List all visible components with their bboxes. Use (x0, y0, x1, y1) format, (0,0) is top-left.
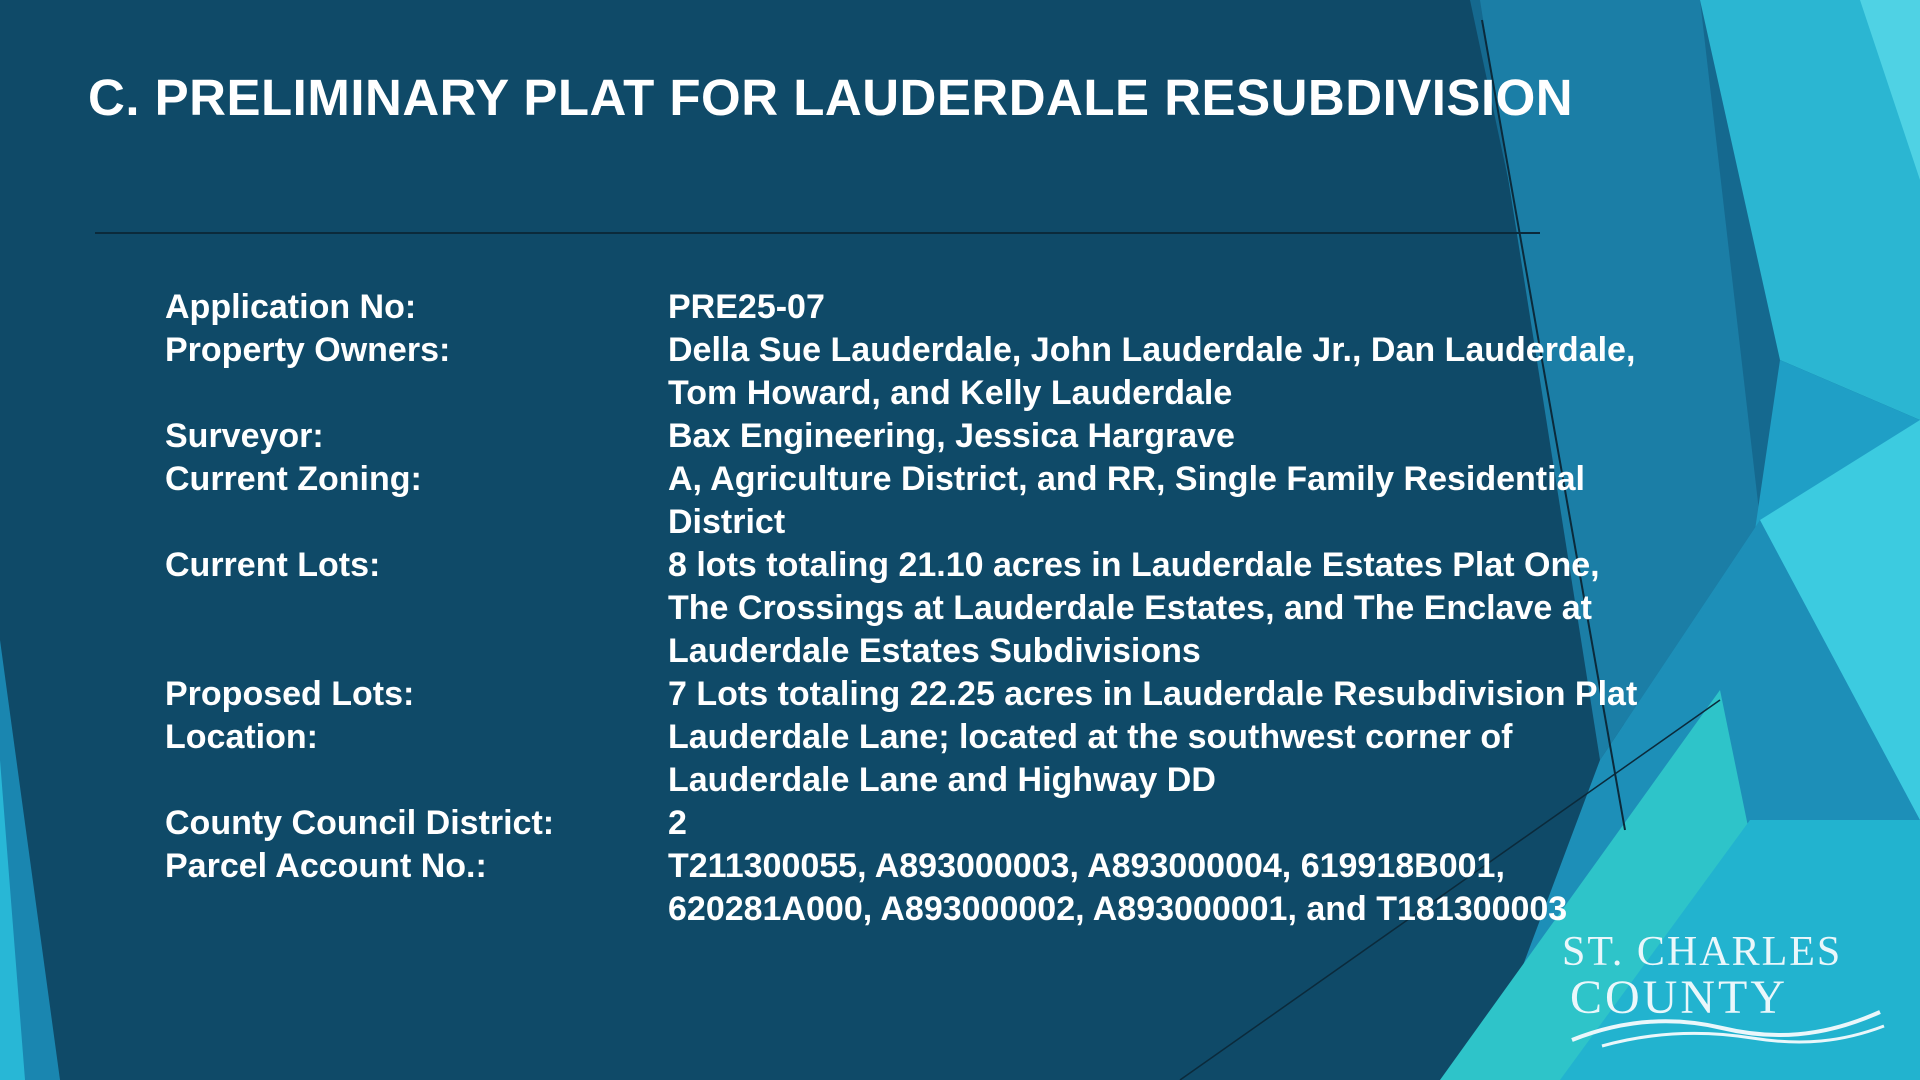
detail-label: Location: (165, 718, 318, 756)
detail-row-location (165, 716, 1655, 802)
detail-row-proposed-lots (165, 673, 1655, 716)
detail-label: Current Lots: (165, 546, 381, 584)
detail-value: Della Sue Lauderdale, John Lauderdale Jr., Dan Lauderdale, Tom Howard, and Kelly Lauderdale (668, 331, 1636, 412)
logo-line-2: COUNTY (1570, 971, 1788, 1024)
detail-value: 7 Lots totaling 22.25 acres in Lauderdale Resubdivision Plat (668, 675, 1638, 713)
detail-label: Parcel Account No.: (165, 847, 487, 885)
detail-value: 2 (668, 804, 687, 842)
detail-row-council-district (165, 802, 1655, 845)
detail-value: PRE25-07 (668, 288, 825, 326)
detail-row-current-lots (165, 544, 1655, 673)
detail-row-property-owners (165, 329, 1655, 415)
detail-label: County Council District: (165, 804, 555, 842)
detail-row-current-zoning (165, 458, 1655, 544)
logo-line-1: ST. CHARLES (1562, 929, 1843, 975)
detail-label: Surveyor: (165, 417, 324, 455)
detail-row-surveyor (165, 415, 1655, 458)
title-divider (95, 232, 1540, 234)
detail-label: Property Owners: (165, 331, 451, 369)
county-logo (1562, 928, 1892, 1048)
slide-title: C. PRELIMINARY PLAT FOR LAUDERDALE RESUBDIVISION (88, 69, 1574, 126)
detail-value: A, Agriculture District, and RR, Single Family Residential District (668, 460, 1585, 541)
logo-wave-icon (1562, 928, 1892, 1048)
application-details (165, 286, 1655, 931)
detail-label: Proposed Lots: (165, 675, 415, 713)
detail-label: Application No: (165, 288, 417, 326)
detail-row-parcel-account (165, 845, 1655, 931)
detail-label: Current Zoning: (165, 460, 422, 498)
detail-row-application-no (165, 286, 1655, 329)
detail-value: 8 lots totaling 21.10 acres in Lauderdale Estates Plat One, The Crossings at Lauderdale Estates, and The Enclave at Lauderdale Estates Subdivisions (668, 546, 1600, 670)
detail-value: Lauderdale Lane; located at the southwest corner of Lauderdale Lane and Highway DD (668, 718, 1513, 799)
detail-value: Bax Engineering, Jessica Hargrave (668, 417, 1235, 455)
detail-value: T211300055, A893000003, A893000004, 619918B001, 620281A000, A893000002, A893000001, and T181300003 (668, 847, 1568, 928)
